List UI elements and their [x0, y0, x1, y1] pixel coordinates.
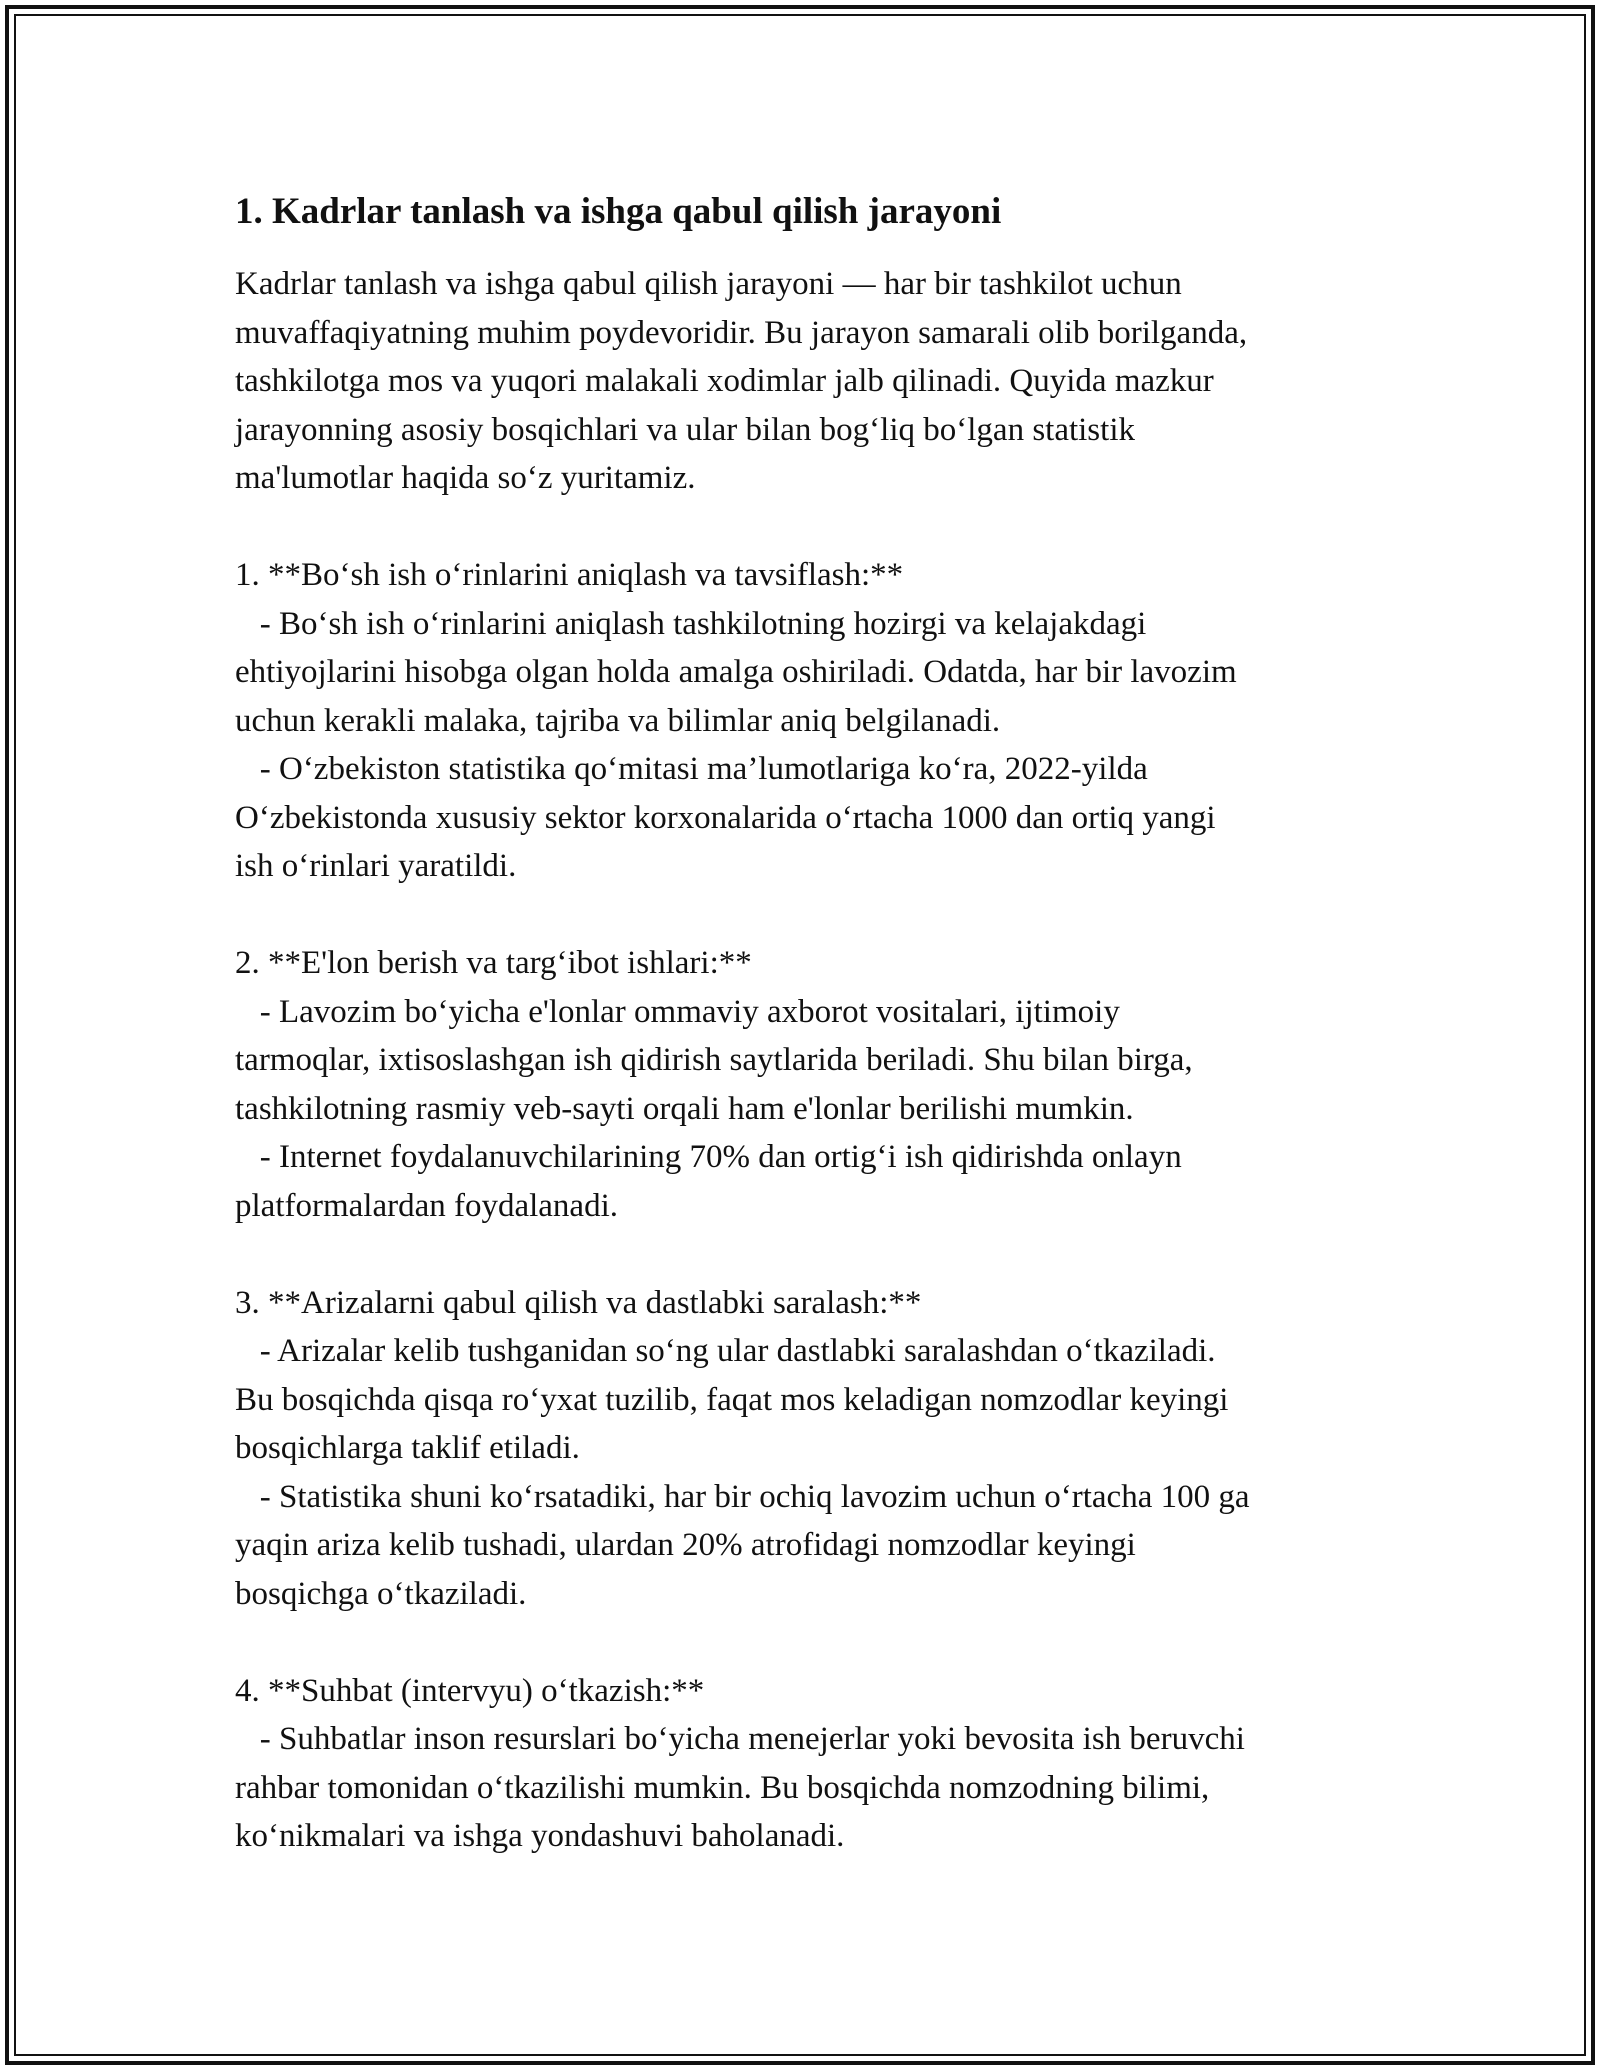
document-body: [235, 188, 1385, 1861]
page-title: 1. Kadrlar tanlash va ishga qabul qilish jarayoni: [235, 191, 1002, 232]
section-line: platformalardan foydalanadi.: [235, 1187, 618, 1224]
intro-line: muvaffaqiyatning muhim poydevoridir. Bu jarayon samarali olib borilganda,: [235, 314, 1248, 351]
section-line: ish o‘rinlari yaratildi.: [235, 848, 517, 884]
section-line: - Arizalar kelib tushganidan so‘ng ular dastlabki saralashdan o‘tkaziladi.: [235, 1333, 1216, 1369]
intro-paragraph: [235, 260, 1385, 503]
section-line: bosqichlarga taklif etiladi.: [235, 1430, 580, 1466]
intro-line: Kadrlar tanlash va ishga qabul qilish jarayoni — har bir tashkilot uchun: [235, 266, 1182, 302]
section-line: - O‘zbekiston statistika qo‘mitasi ma’lumotlariga ko‘ra, 2022-yilda: [235, 751, 1148, 787]
intro-line: jarayonning asosiy bosqichlari va ular bilan bog‘liq bo‘lgan statistik: [235, 411, 1135, 448]
section-announcements: [235, 939, 1385, 1230]
section-line: ko‘nikmalari va ishga yondashuvi baholanadi.: [235, 1818, 845, 1854]
section-applications: [235, 1279, 1385, 1619]
section-line: - Suhbatlar inson resurslari bo‘yicha menejerlar yoki bevosita ish beruvchi: [235, 1721, 1245, 1757]
section-title: 4. **Suhbat (intervyu) o‘tkazish:**: [235, 1672, 705, 1709]
section-line: - Lavozim bo‘yicha e'lonlar ommaviy axborot vositalari, ijtimoiy: [235, 993, 1120, 1030]
section-line: - Bo‘sh ish o‘rinlarini aniqlash tashkilotning hozirgi va kelajakdagi: [235, 605, 1147, 642]
section-interview: [235, 1667, 1385, 1861]
section-line: O‘zbekistonda xususiy sektor korxonalarida o‘rtacha 1000 dan ortiq yangi: [235, 799, 1216, 836]
section-line: rahbar tomonidan o‘tkazilishi mumkin. Bu bosqichda nomzodning bilimi,: [235, 1769, 1210, 1806]
section-title: 3. **Arizalarni qabul qilish va dastlabki saralash:**: [235, 1284, 922, 1321]
section-line: tarmoqlar, ixtisoslashgan ish qidirish saytlarida beriladi. Shu bilan birga,: [235, 1042, 1193, 1078]
section-line: tashkilotning rasmiy veb-sayti orqali ham e'lonlar berilishi mumkin.: [235, 1090, 1134, 1127]
section-line: Bu bosqichda qisqa ro‘yxat tuzilib, faqat mos keladigan nomzodlar keyingi: [235, 1381, 1229, 1418]
section-title: 2. **E'lon berish va targ‘ibot ishlari:**: [235, 945, 752, 981]
section-line: bosqichga o‘tkaziladi.: [235, 1575, 527, 1612]
intro-line: ma'lumotlar haqida so‘z yuritamiz.: [235, 460, 696, 496]
section-vacancies: [235, 551, 1385, 891]
section-line: uchun kerakli malaka, tajriba va bilimlar aniq belgilanadi.: [235, 702, 1001, 739]
section-line: - Statistika shuni ko‘rsatadiki, har bir ochiq lavozim uchun o‘rtacha 100 ga: [235, 1478, 1250, 1515]
section-line: yaqin ariza kelib tushadi, ulardan 20% atrofidagi nomzodlar keyingi: [235, 1527, 1136, 1563]
section-line: - Internet foydalanuvchilarining 70% dan ortig‘i ish qidirishda onlayn: [235, 1139, 1182, 1175]
intro-line: tashkilotga mos va yuqori malakali xodimlar jalb qilinadi. Quyida mazkur: [235, 363, 1214, 399]
section-line: ehtiyojlarini hisobga olgan holda amalga oshiriladi. Odatda, har bir lavozim: [235, 654, 1237, 690]
section-title: 1. **Bo‘sh ish o‘rinlarini aniqlash va tavsiflash:**: [235, 557, 904, 593]
